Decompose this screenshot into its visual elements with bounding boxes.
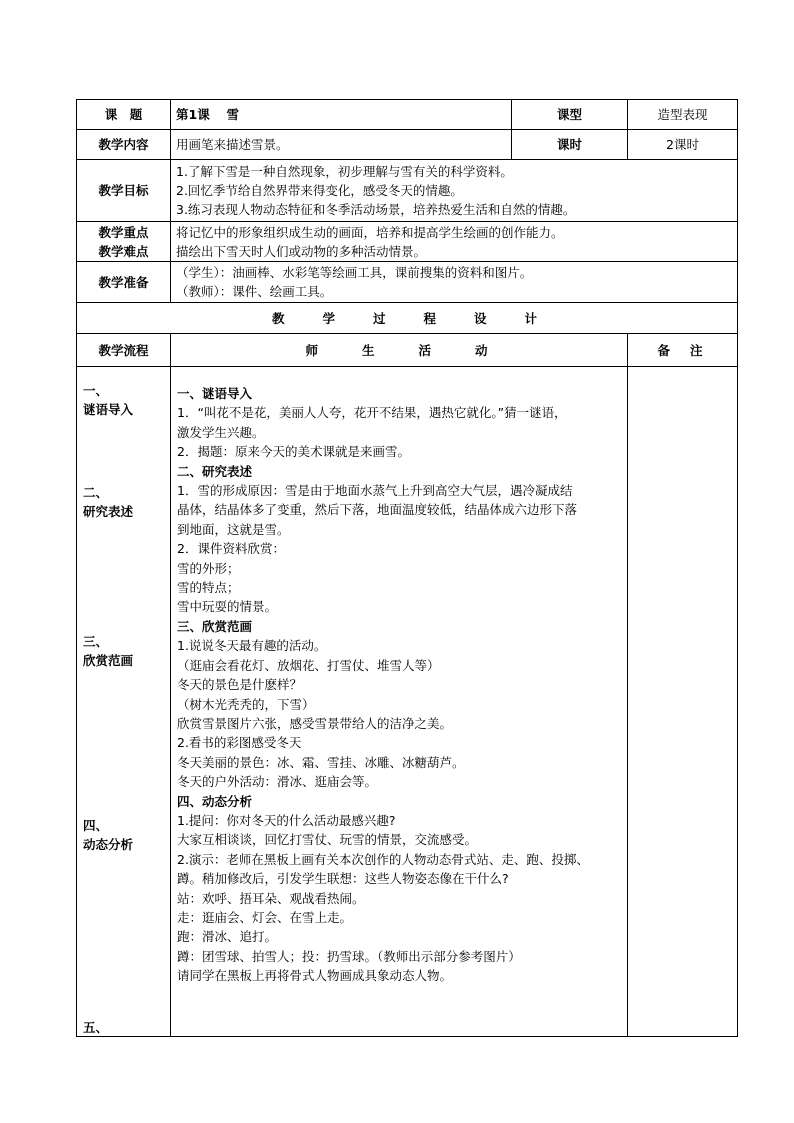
flow-step-5 [83, 1018, 108, 1037]
flow-step-num: 二、 [83, 485, 109, 500]
activity-line: （逛庙会看花灯、放烟花、打雪仗、堆雪人等） [177, 657, 440, 673]
activity-heading: 二、研究表述 [177, 463, 253, 479]
row-prep [77, 262, 738, 303]
prep-label: 教学准备 [77, 262, 171, 303]
goals-content [171, 160, 738, 222]
hours-label: 课时 [512, 130, 628, 160]
activity-line: 晶体，结晶体多了变重，然后下落，地面温度较低，结晶体成六边形下落 [177, 502, 578, 518]
row-key-points [77, 222, 738, 262]
activity-line: 冬天的景色是什麽样？ [177, 677, 303, 693]
type-label: 课型 [512, 100, 628, 130]
content-label: 教学内容 [77, 130, 171, 160]
prep-line: （学生）：油画棒、水彩笔等绘画工具，课前搜集的资料和图片。 [176, 265, 533, 280]
flow-step-4 [83, 816, 133, 854]
flow-step-name: 欣赏范画 [83, 653, 134, 668]
activity-line: （树木光秃秃的，下雪） [177, 696, 315, 712]
row-content [77, 130, 738, 160]
flow-step-num: 五、 [83, 1020, 109, 1035]
activity-line: 2.看书的彩图感受冬天 [177, 735, 302, 751]
flow-step-num: 四、 [83, 818, 109, 833]
row-process-header [77, 334, 738, 367]
flow-step-1 [83, 381, 133, 419]
activity-line: 冬天的户外活动：滑冰、逛庙会等。 [177, 774, 378, 790]
row-section-title [77, 303, 738, 334]
activity-line: 1.说说冬天最有趣的活动。 [177, 638, 327, 654]
row-goals [77, 160, 738, 222]
key-points-content [171, 222, 738, 262]
lesson-label: 课 题 [77, 100, 171, 130]
difficulty-label: 教学难点 [98, 243, 149, 259]
activity-line: 雪中玩耍的情景。 [177, 599, 278, 615]
activity-line: 雪的特点； [177, 580, 240, 596]
activity-line: 欣赏雪景图片六张，感受雪景带给人的洁净之美。 [177, 715, 453, 731]
activity-line: 站：欢呼、捂耳朵、观战看热闹。 [177, 890, 365, 906]
section-title: 教学过程设计 [77, 303, 738, 334]
goal-line: 3.练习表现人物动态特征和冬季活动场景，培养热爱生活和自然的情趣。 [176, 202, 576, 217]
activity-header: 师生活动 [171, 334, 628, 367]
activity-line: 跑：滑冰、追打。 [177, 929, 278, 945]
flow-wrap [77, 367, 170, 1036]
prep-line: （教师）：课件、绘画工具。 [176, 284, 333, 299]
flow-step-2 [83, 483, 133, 521]
activity-line: 请同学在黑板上再将骨式人物画成具象动态人物。 [177, 968, 453, 984]
row-process-body [77, 367, 738, 1037]
activity-line: 蹲。稍加修改后，引发学生联想：这些人物姿态像在干什么? [177, 871, 509, 887]
note-header: 备注 [628, 334, 738, 367]
flow-step-name: 研究表述 [83, 504, 134, 519]
activity-line: 激发学生兴趣。 [177, 424, 265, 440]
goal-line: 2.回忆季节给自然界带来得变化，感受冬天的情趣。 [176, 183, 463, 198]
activity-line: 1．“叫花不是花，美丽人人夸，花开不结果，遇热它就化。”猜一谜语， [177, 405, 567, 421]
flow-column [77, 367, 171, 1037]
flow-step-num: 一、 [83, 383, 109, 398]
goals-label: 教学目标 [77, 160, 171, 222]
activity-column [171, 367, 628, 1037]
type-value: 造型表现 [628, 100, 738, 130]
key-point-label: 教学重点 [98, 224, 149, 240]
activity-line: 2．课件资料欣赏： [177, 541, 285, 557]
hours-value: 2课时 [628, 130, 738, 160]
goal-line: 1.了解下雪是一种自然现象，初步理解与雪有关的科学资料。 [176, 164, 513, 179]
difficulty-line: 描绘出下雪天时人们或动物的多种活动情景。 [176, 243, 427, 259]
activity-heading: 三、欣赏范画 [177, 618, 253, 634]
activity-heading: 四、动态分析 [177, 793, 253, 809]
flow-header: 教学流程 [77, 334, 171, 367]
row-lesson [77, 100, 738, 130]
flow-step-num: 三、 [83, 634, 109, 649]
content-value: 用画笔来描述雪景。 [171, 130, 512, 160]
activity-line: 到地面，这就是雪。 [177, 521, 290, 537]
activity-line: 雪的外形； [177, 560, 240, 576]
lesson-value: 第1课 雪 [171, 100, 512, 130]
activity-line: 走：逛庙会、灯会、在雪上走。 [177, 909, 353, 925]
activity-line: 2．揭题：原来今天的美术课就是来画雪。 [177, 444, 410, 460]
activity-line: 2.演示：老师在黑板上画有关本次创作的人物动态骨式站、走、跑、投掷、 [177, 851, 589, 867]
key-points-label [77, 222, 171, 262]
prep-content [171, 262, 738, 303]
activity-line: 1.提问：你对冬天的什么活动最感兴趣? [177, 812, 396, 828]
flow-step-name: 谜语导入 [83, 402, 134, 417]
activity-heading: 一、谜语导入 [177, 386, 253, 401]
activity-line: 大家互相谈谈，回忆打雪仗、玩雪的情景，交流感受。 [177, 832, 478, 848]
activity-lines [171, 367, 627, 986]
activity-line: 蹲：团雪球、拍雪人；投：扔雪球。（教师出示部分参考图片） [177, 948, 521, 964]
flow-step-name: 动态分析 [83, 837, 134, 852]
activity-line: 1．雪的形成原因：雪是由于地面水蒸气上升到高空大气层，遇冷凝成结 [177, 483, 573, 499]
lesson-plan-table [76, 99, 738, 1037]
note-column [628, 367, 738, 1037]
activity-line: 冬天美丽的景色：冰、霜、雪挂、冰雕、冰糖葫芦。 [177, 754, 465, 770]
flow-step-3 [83, 632, 133, 670]
key-point-line: 将记忆中的形象组织成生动的画面，培养和提高学生绘画的创作能力。 [176, 224, 564, 240]
